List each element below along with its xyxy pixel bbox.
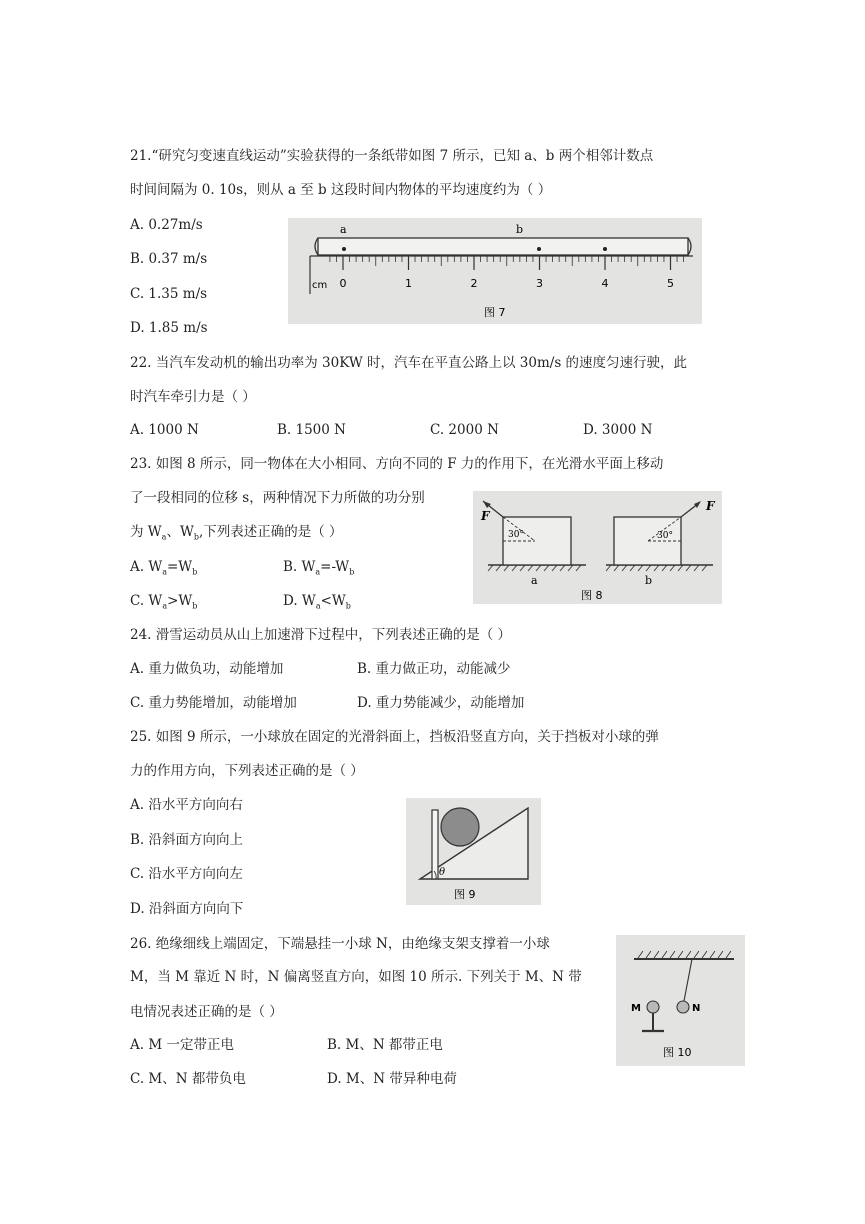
q23-stem-line1: 23. 如图 8 所示，同一物体在大小相同、方向不同的 F 力的作用下，在光滑水平面上移动 <box>130 456 664 472</box>
figure-7-caption: 图 7 <box>484 306 506 319</box>
q25-stem-line2: 力的作用方向，下列表述正确的是（ ） <box>130 763 364 779</box>
figure-10 <box>616 935 745 1066</box>
figure-10-caption: 图 10 <box>663 1046 692 1059</box>
ruler-number: 1 <box>405 277 412 290</box>
q26-stem-line2: M，当 M 靠近 N 时，N 偏离竖直方向，如图 10 所示. 下列关于 M、N 带 <box>130 969 582 985</box>
tape-dot-a <box>342 247 346 251</box>
q23-option-d: D. $W_a<W_b$ <box>283 593 351 611</box>
angle-label-b: 30° <box>657 531 673 541</box>
q21-option-c: C. 1.35 m/s <box>130 286 208 302</box>
q21-stem-line2: 时间间隔为 0. 10s，则从 a 至 b 这段时间内物体的平均速度约为（ ） <box>130 182 552 198</box>
q25-option-a: A. 沿水平方向向右 <box>130 797 243 813</box>
q26-option-c: C. M、N 都带负电 <box>130 1071 246 1087</box>
q26-stem-line1: 26. 绝缘细线上端固定，下端悬挂一小球 N，由绝缘支架支撑着一小球 <box>130 936 550 952</box>
figure-9-caption: 图 9 <box>454 888 476 901</box>
q25-stem-line1: 25. 如图 9 所示，一小球放在固定的光滑斜面上，挡板沿竖直方向，关于挡板对小球的弹 <box>130 729 659 745</box>
q21-option-d: D. 1.85 m/s <box>130 320 208 336</box>
q21-stem-line1: 21.“研究匀变速直线运动”实验获得的一条纸带如图 7 所示，已知 a、b 两个相邻计数点 <box>130 148 654 164</box>
label-a: a <box>531 574 538 587</box>
ruler-number: 5 <box>667 277 674 290</box>
q23-option-c: C. $W_a>W_b$ <box>130 593 198 611</box>
q23-stem-line2: 了一段相同的位移 s，两种情况下力所做的功分别 <box>130 490 425 506</box>
q24-option-c: C. 重力势能增加，动能增加 <box>130 695 297 711</box>
ruler-number: 0 <box>339 277 347 290</box>
q22-stem-line1: 22. 当汽车发动机的输出功率为 30KW 时，汽车在平直公路上以 30m/s 的速度匀速行驶，此 <box>130 355 688 371</box>
ruler-number: 4 <box>601 277 609 290</box>
q24-option-b: B. 重力做正功，动能减少 <box>357 661 511 677</box>
angle-label-a: 30° <box>508 530 524 540</box>
tape-label-b: b <box>516 223 524 236</box>
q26-option-b: B. M、N 都带正电 <box>327 1037 443 1053</box>
q25-option-c: C. 沿水平方向向左 <box>130 866 243 882</box>
ruler-number: 2 <box>470 277 478 290</box>
figure-8 <box>473 491 722 604</box>
force-label-b: F <box>706 499 715 513</box>
q23-stem-line3: 为 $W_a$、$W_b$,下列表述正确的是（ ） <box>130 524 343 542</box>
figure-8-caption: 图 8 <box>581 589 603 602</box>
q24-option-d: D. 重力势能减少，动能增加 <box>357 695 525 711</box>
label-b: b <box>645 574 653 587</box>
q25-option-b: B. 沿斜面方向向上 <box>130 832 244 848</box>
figure-7 <box>288 218 702 324</box>
q21-option-b: B. 0.37 m/s <box>130 251 208 267</box>
ball-m-label: M <box>631 1003 641 1014</box>
force-label-a: F <box>481 509 490 523</box>
q22-option-c: C. 2000 N <box>430 422 499 438</box>
q23-option-b: B. $W_a=-W_b$ <box>283 559 355 577</box>
q26-option-a: A. M 一定带正电 <box>130 1037 234 1053</box>
tape-dot-b <box>537 247 541 251</box>
q22-option-d: D. 3000 N <box>583 422 653 438</box>
q25-option-d: D. 沿斜面方向向下 <box>130 901 244 917</box>
tape-label-a: a <box>340 223 347 236</box>
figure-9 <box>406 798 541 905</box>
q23-option-a: A. $W_a=W_b$ <box>130 559 198 577</box>
ruler-number: 3 <box>536 277 543 290</box>
tape-dot-c <box>603 247 607 251</box>
q21-option-a: A. 0.27m/s <box>130 217 203 233</box>
angle-theta: θ <box>439 867 446 878</box>
q24-option-a: A. 重力做负功，动能增加 <box>130 661 284 677</box>
q22-option-a: A. 1000 N <box>130 422 199 438</box>
q26-option-d: D. M、N 带异种电荷 <box>327 1071 457 1087</box>
ruler-unit: cm <box>312 280 328 291</box>
ball-n-label: N <box>692 1003 701 1014</box>
q26-stem-line3: 电情况表述正确的是（ ） <box>130 1004 283 1020</box>
q22-option-b: B. 1500 N <box>277 422 346 438</box>
q22-stem-line2: 时汽车牵引力是（ ） <box>130 389 256 405</box>
q24-stem: 24. 滑雪运动员从山上加速滑下过程中，下列表述正确的是（ ） <box>130 627 512 643</box>
